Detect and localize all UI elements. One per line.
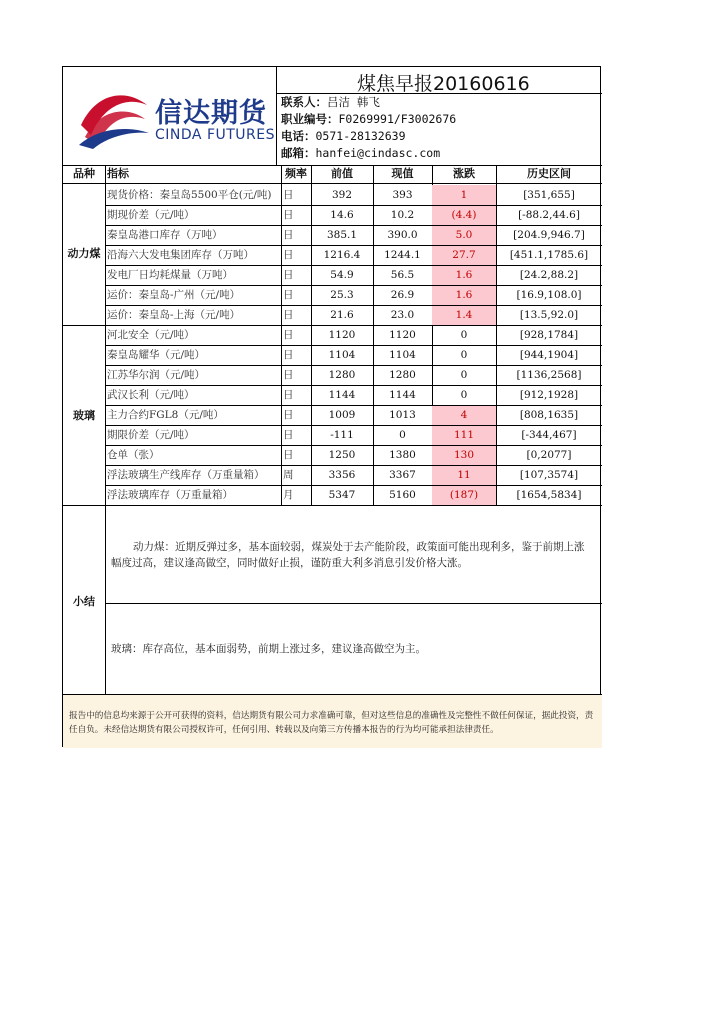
indicator-cell: 主力合约FGL8（元/吨） xyxy=(107,409,224,421)
indicator-cell: 期限价差（元/吨） xyxy=(107,429,195,441)
change-cell: 27.7 xyxy=(432,245,496,265)
current-value-cell: 56.5 xyxy=(390,269,415,281)
freq-cell: 日 xyxy=(283,309,294,321)
freq-cell: 日 xyxy=(283,409,294,421)
freq-cell: 日 xyxy=(283,449,294,461)
indicator-cell: 秦皇岛耀华（元/吨） xyxy=(107,349,206,361)
current-value-cell: 0 xyxy=(399,429,406,441)
indicator-cell: 秦皇岛港口库存（万吨） xyxy=(107,229,223,241)
current-value-cell: 1104 xyxy=(389,349,416,361)
freq-cell: 月 xyxy=(283,489,294,501)
contact-label: 职业编号： xyxy=(281,112,339,126)
contact-email[interactable] xyxy=(281,145,440,161)
prev-value-cell: 25.3 xyxy=(330,289,354,301)
current-value-cell: 1144 xyxy=(389,389,416,401)
table-row xyxy=(105,465,602,485)
prev-value-cell: 54.9 xyxy=(330,269,354,281)
header-category: 品种 xyxy=(73,167,95,180)
category-glass: 玻璃 xyxy=(73,409,95,422)
change-cell: 0 xyxy=(460,389,468,401)
table-row xyxy=(105,325,602,345)
history-range-cell: [1654,5834] xyxy=(516,489,582,501)
table-row xyxy=(105,245,602,265)
freq-cell: 日 xyxy=(283,189,294,201)
header-now: 现值 xyxy=(391,167,414,180)
category-summary: 小结 xyxy=(73,595,95,608)
contact-label: 联系人： xyxy=(281,95,327,109)
change-cell: 1 xyxy=(432,185,496,205)
history-range-cell: [1136,2568] xyxy=(516,369,582,381)
indicator-cell: 沿海六大发电集团库存（万吨） xyxy=(107,249,254,261)
freq-cell: 日 xyxy=(283,329,294,341)
freq-cell: 日 xyxy=(283,249,294,261)
change-cell: 11 xyxy=(432,465,496,485)
logo-cell xyxy=(63,67,277,165)
category-coal: 动力煤 xyxy=(67,247,101,260)
freq-cell: 日 xyxy=(283,289,294,301)
indicator-cell: 运价：秦皇岛-上海（元/吨） xyxy=(107,309,241,321)
history-range-cell: [451.1,1785.6] xyxy=(509,249,589,261)
current-value-cell: 390.0 xyxy=(387,229,418,241)
history-range-cell: [24.2,88.2] xyxy=(519,269,579,281)
indicator-cell: 浮法玻璃库存（万重量箱） xyxy=(107,489,233,501)
change-cell: 0 xyxy=(460,329,468,341)
history-range-cell: [944,1904] xyxy=(519,349,579,361)
contact-phone xyxy=(281,128,406,144)
change-cell: 5.0 xyxy=(432,225,496,245)
table-row xyxy=(105,425,602,445)
current-value-cell: 393 xyxy=(392,189,413,201)
prev-value-cell: 1104 xyxy=(328,349,356,361)
history-range-cell: [351,655] xyxy=(523,189,575,201)
change-cell: 0 xyxy=(460,369,468,381)
current-value-cell: 5160 xyxy=(389,489,416,501)
prev-value-cell: 385.1 xyxy=(326,229,358,241)
freq-cell: 日 xyxy=(283,369,294,381)
current-value-cell: 1013 xyxy=(389,409,416,421)
brand-name-en: CINDA FUTURES xyxy=(155,127,275,143)
prev-value-cell: 1009 xyxy=(328,409,356,421)
report-title: 煤焦早报20160616 xyxy=(357,73,530,95)
table-row xyxy=(105,345,602,365)
prev-value-cell: 1120 xyxy=(328,329,356,341)
history-range-cell: [-88.2,44.6] xyxy=(518,209,580,221)
change-cell: 4 xyxy=(432,405,496,425)
table-row xyxy=(105,185,602,205)
prev-value-cell: 3356 xyxy=(328,469,356,481)
current-value-cell: 23.0 xyxy=(390,309,415,321)
change-cell: 130 xyxy=(432,445,496,465)
freq-cell: 周 xyxy=(283,469,294,481)
contact-value[interactable]: hanfei@cindasc.com xyxy=(315,146,441,160)
prev-value-cell: 1216.4 xyxy=(323,249,361,261)
indicator-cell: 发电厂日均耗煤量（万吨） xyxy=(107,269,233,281)
freq-cell: 日 xyxy=(283,349,294,361)
table-row xyxy=(105,385,602,405)
history-range-cell: [808,1635] xyxy=(519,409,579,421)
summary-glass: 玻璃：库存高位，基本面弱势，前期上涨过多，建议逢高做空为主。 xyxy=(111,643,426,655)
table-row xyxy=(105,305,602,325)
indicator-cell: 江苏华尔润（元/吨） xyxy=(107,369,206,381)
contact-label: 邮箱： xyxy=(281,146,316,160)
contact-license xyxy=(281,111,456,127)
header-change: 涨跌 xyxy=(453,167,475,180)
freq-cell: 日 xyxy=(283,389,294,401)
contact-value: 吕洁 韩飞 xyxy=(327,95,380,109)
prev-value-cell: -111 xyxy=(330,429,354,441)
indicator-cell: 浮法玻璃生产线库存（万重量箱） xyxy=(107,469,265,481)
freq-cell: 日 xyxy=(283,269,294,281)
current-value-cell: 1120 xyxy=(389,329,416,341)
freq-cell: 日 xyxy=(283,229,294,241)
header-history: 历史区间 xyxy=(527,167,571,180)
history-range-cell: [928,1784] xyxy=(519,329,579,341)
history-range-cell: [204.9,946.7] xyxy=(513,229,585,241)
history-range-cell: [-344,467] xyxy=(521,429,577,441)
prev-value-cell: 5347 xyxy=(328,489,356,501)
current-value-cell: 1380 xyxy=(389,449,416,461)
indicator-cell: 武汉长利（元/吨） xyxy=(107,389,195,401)
brand-name-cn: 信达期货 xyxy=(155,98,267,129)
table-row xyxy=(105,365,602,385)
current-value-cell: 3367 xyxy=(389,469,416,481)
table-row xyxy=(105,285,602,305)
change-cell: 1.4 xyxy=(432,305,496,325)
change-cell: 1.6 xyxy=(432,265,496,285)
history-range-cell: [13.5,92.0] xyxy=(519,309,579,321)
table-row xyxy=(105,485,602,505)
history-range-cell: [912,1928] xyxy=(519,389,579,401)
report-sheet xyxy=(62,66,601,747)
prev-value-cell: 1250 xyxy=(328,449,356,461)
indicator-cell: 现货价格：秦皇岛5500平仓(元/吨) xyxy=(107,189,272,201)
current-value-cell: 1244.1 xyxy=(384,249,421,261)
current-value-cell: 10.2 xyxy=(390,209,415,221)
prev-value-cell: 21.6 xyxy=(330,309,354,321)
change-cell: 0 xyxy=(460,349,468,361)
prev-value-cell: 1280 xyxy=(328,369,356,381)
table-row xyxy=(105,265,602,285)
indicator-cell: 仓单（张） xyxy=(107,449,160,461)
change-cell: (187) xyxy=(432,485,496,505)
history-range-cell: [16.9,108.0] xyxy=(516,289,582,301)
contact-label: 电话： xyxy=(281,129,316,143)
indicator-cell: 期现价差（元/吨） xyxy=(107,209,195,221)
current-value-cell: 1280 xyxy=(389,369,416,381)
summary-coal: 动力煤：近期反弹过多，基本面较弱，煤炭处于去产能阶段，政策面可能出现利多，鉴于前期上涨幅度过高，建议逢高做空，同时做好止损，谨防重大利多消息引发价格大涨。 xyxy=(111,541,585,569)
change-cell: 1.6 xyxy=(432,285,496,305)
disclaimer: 报告中的信息均来源于公开可获得的资料，信达期货有限公司力求准确可靠，但对这些信息的准确性及完整性不做任何保证，据此投资，责任自负。未经信达期货有限公司授权许可，任何引用、转载以及向第三方传播本报告的行为均可能承担法律责任。 xyxy=(63,694,602,748)
change-cell: (4.4) xyxy=(432,205,496,225)
indicator-cell: 河北安全（元/吨） xyxy=(107,329,195,341)
table-row xyxy=(105,205,602,225)
contact-value: 0571-28132639 xyxy=(315,129,406,143)
header-prev: 前值 xyxy=(331,167,353,180)
prev-value-cell: 1144 xyxy=(328,389,356,401)
prev-value-cell: 14.6 xyxy=(330,209,354,221)
contact-value: F0269991/F3002676 xyxy=(338,112,457,126)
cinda-logo-icon xyxy=(77,85,151,149)
table-row xyxy=(105,445,602,465)
prev-value-cell: 392 xyxy=(331,189,353,201)
title-cell xyxy=(277,67,602,94)
freq-cell: 日 xyxy=(283,429,294,441)
table-row xyxy=(105,225,602,245)
table-row xyxy=(105,405,602,425)
current-value-cell: 26.9 xyxy=(390,289,415,301)
history-range-cell: [107,3574] xyxy=(519,469,579,481)
header-freq: 频率 xyxy=(285,167,307,180)
change-cell: 111 xyxy=(432,425,496,445)
history-range-cell: [0,2077] xyxy=(526,449,572,461)
header-indicator: 指标 xyxy=(107,167,129,180)
freq-cell: 日 xyxy=(283,209,294,221)
indicator-cell: 运价：秦皇岛-广州（元/吨） xyxy=(107,289,241,301)
contact-person xyxy=(281,94,380,110)
